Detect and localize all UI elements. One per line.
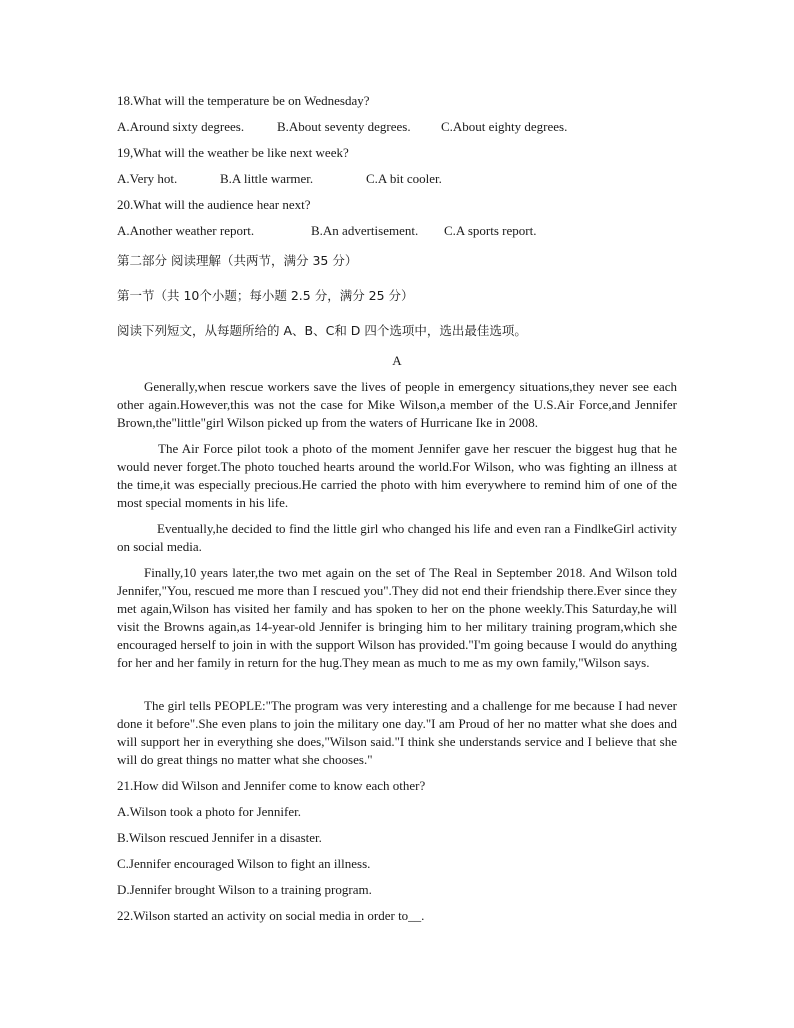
q18-option-c: C.About eighty degrees. — [441, 119, 568, 134]
q19-option-b: B.A little warmer. — [220, 171, 314, 186]
passage-paragraph-4: Finally,10 years later,the two met again on the set of The Real in September 2018. And Wilson told Jennifer,"You, rescued me more than I rescued you".They did not end their friendship there.Ever since they met again,Wilson has visited her family and has spoken to her on the phone weekly.This Saturday,he will visit the Browns again,as 14-year-old Jennifer is bringing him to her military training program,which she encouraged herself to join in with the support Wilson has provided."I'm going because I would do anything for her and her family in return for the hug.They mean as much to me as my own family,"Wilson says. — [117, 565, 677, 670]
question-21: 21.How did Wilson and Jennifer come to know each other? — [117, 778, 426, 793]
q21-option-d: D.Jennifer brought Wilson to a training program. — [117, 882, 372, 897]
passage-paragraph-2: The Air Force pilot took a photo of the moment Jennifer gave her rescuer the biggest hug that he would never forget.The photo touched hearts around the world.For Wilson, who was fighting an illness at the time,it was especially precious.He carried the photo with him everywhere to remind him of one of the most special moments in his life. — [117, 441, 677, 510]
q20-option-a: A.Another weather report. — [117, 223, 255, 238]
question-18: 18.What will the temperature be on Wednesday? — [117, 93, 370, 108]
q19-option-a: A.Very hot. — [117, 171, 178, 186]
passage-paragraph-5: The girl tells PEOPLE:"The program was very interesting and a challenge for me because I had never done it before".She even plans to join the military one day."I am Proud of her no matter what she does and will support her in everything she does,"Wilson said."I think she understands service and I believe that she will do great things no matter what she chooses." — [117, 698, 677, 767]
q18-option-b: B.About seventy degrees. — [277, 119, 411, 134]
q20-option-b: B.An advertisement. — [311, 223, 419, 238]
section-one-heading: 第一节（共 10个小题；每小题 2.5 分，满分 25 分） — [117, 288, 414, 303]
q18-option-a: A.Around sixty degrees. — [117, 119, 245, 134]
q20-option-c: C.A sports report. — [444, 223, 537, 238]
question-20: 20.What will the audience hear next? — [117, 197, 311, 212]
passage-label: A — [392, 353, 402, 368]
question-22: 22.Wilson started an activity on social media in order to__. — [117, 908, 425, 923]
question-19: 19,What will the weather be like next week? — [117, 145, 349, 160]
q21-option-a: A.Wilson took a photo for Jennifer. — [117, 804, 301, 819]
passage-paragraph-1: Generally,when rescue workers save the lives of people in emergency situations,they never see each other again.However,this was not the case for Mike Wilson,a member of the U.S.Air Force,and Jennifer Brown,the"little"girl Wilson picked up from the waters of Hurricane Ike in 2008. — [117, 379, 677, 430]
part-two-heading: 第二部分 阅读理解（共两节，满分 35 分） — [117, 253, 358, 268]
passage-paragraph-3: Eventually,he decided to find the little girl who changed his life and even ran a FindlkeGirl activity on social media. — [117, 521, 677, 554]
q21-option-b: B.Wilson rescued Jennifer in a disaster. — [117, 830, 322, 845]
reading-instruction: 阅读下列短文，从每题所给的 A、B、C和 D 四个选项中，选出最佳选项。 — [117, 323, 527, 338]
q19-option-c: C.A bit cooler. — [366, 171, 442, 186]
q21-option-c: C.Jennifer encouraged Wilson to fight an illness. — [117, 856, 371, 871]
